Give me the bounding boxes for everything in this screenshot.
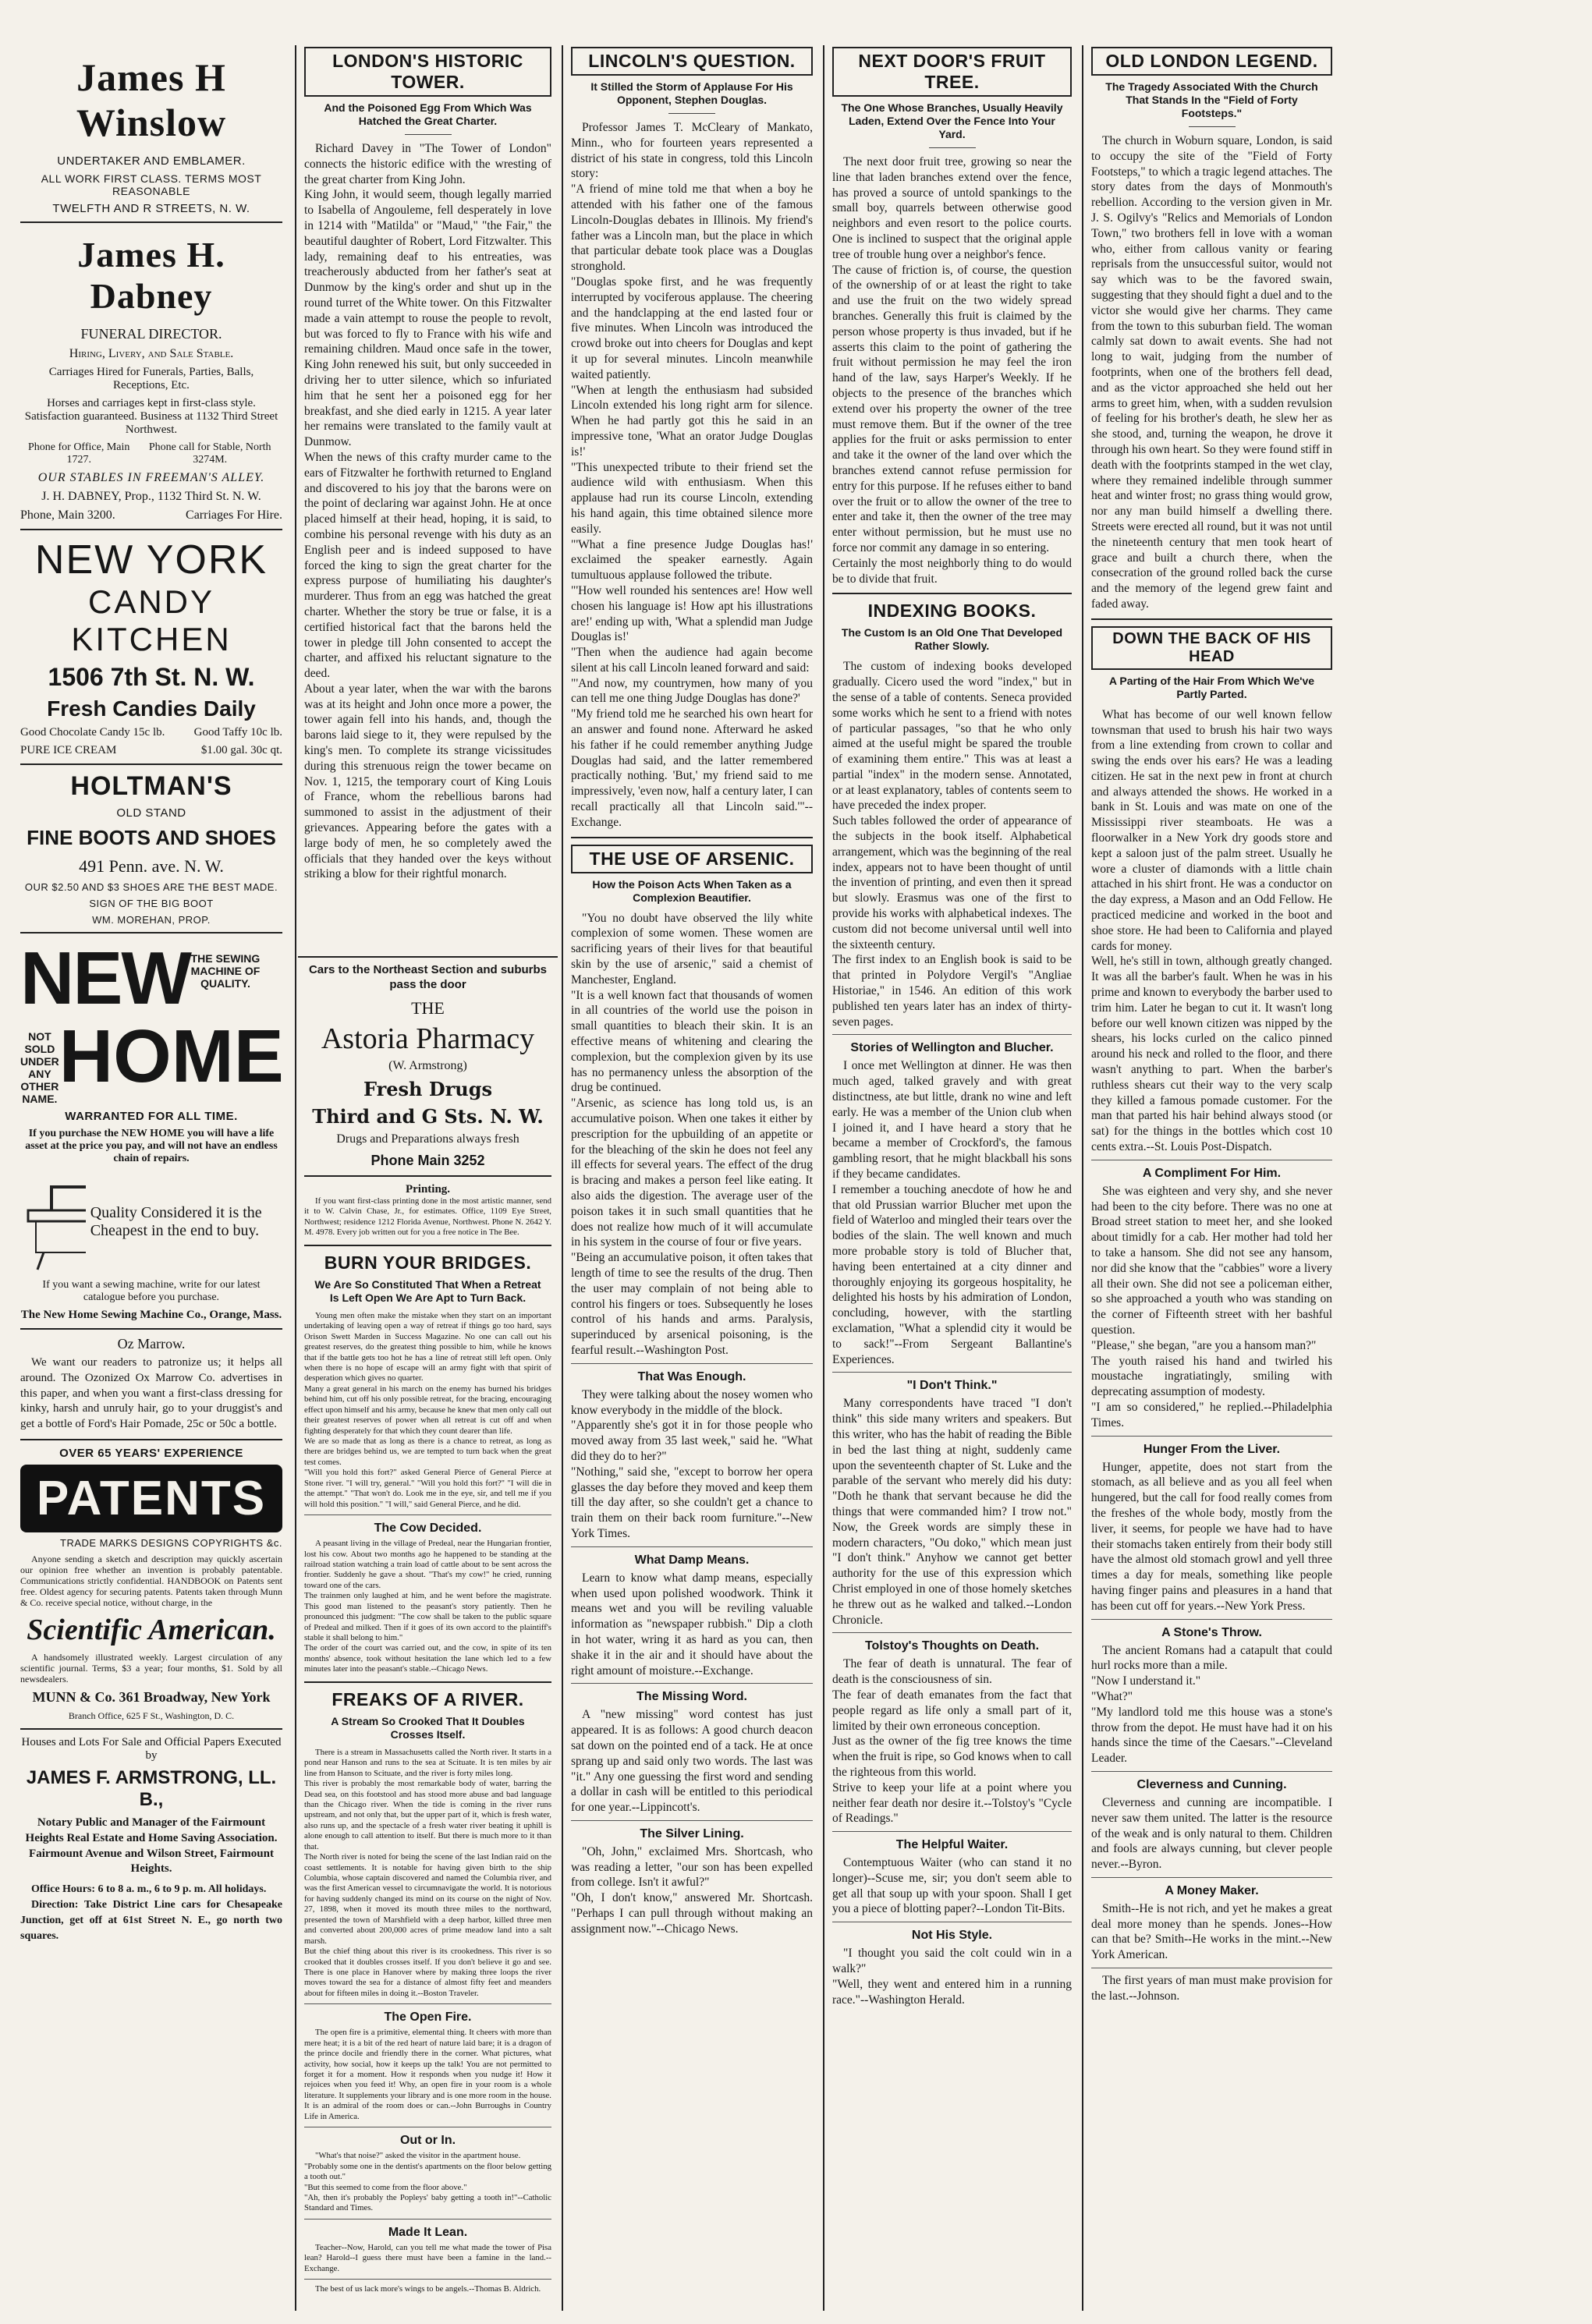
column-rule bbox=[295, 45, 296, 2311]
dabney-title: FUNERAL DIRECTOR. bbox=[80, 326, 222, 342]
divider bbox=[20, 1728, 282, 1730]
divider bbox=[1091, 1877, 1332, 1878]
fruit-body: The next door fruit tree, growing so near the line that laden branches extend over the fence, has proved a source of untold spankings to the small boy, quarrels between otherwise good neighbors and even resort to the police courts. One is inclined to suspect that the original apple tree of trouble hung over a neighbor's fence. The cause of friction is, of course, the question of the ownership of or at least the right to take and use the fruit on the two widely spread branches. Generally this fruit is claimed by the person whose property is thus invaded, but if he asserts this claim to the point of gathering the fruit without permission he may feel the iron hand of the law, says Harper's Weekly. If he objects to the presence of the branches which extend over his property the owner of the tree must remove them. But if the owner of the tree applies for the fruit or asks permission to enter and take it the owner of the land over which the branches extend cannot refuse permission for entry for this purpose. If he refuses either to band over the fruit or to allow the owner of the tree to enter and take it, then the owner of the tree may enter without permission, but he must use no force nor commit any damage in so entering. Certainly the most neighborly thing to do would be to divide that fruit. bbox=[832, 155, 1072, 586]
fire-headline: The Open Fire. bbox=[384, 2010, 472, 2025]
dabney-phone-stable: Phone call for Stable, North 3274M. bbox=[148, 441, 271, 466]
sewing-text: If you purchase the NEW HOME you will have a life asset at the price you pay, and will not have an endless chain of repairs. bbox=[25, 1128, 278, 1164]
astoria-fresh: Fresh Drugs bbox=[363, 1078, 493, 1100]
lean-tail: The best of us lack more's wings to be angels.--Thomas B. Aldrich. bbox=[315, 2284, 541, 2294]
dabney-ad bbox=[20, 234, 282, 523]
arsenic-body: "You no doubt have observed the lily white complexion of some women. These women are sacrificing years of their lives for that beautiful skin by the use of arsenic," said a chemist of Manchester, England. "It is a well known fact that thousands of women in all countries of the world use the poison in small quantities to bleach their skin. It is an effective means of whitening and clearing the complexion, but the complexion given by its use has no permanency unless the absorption of the drug be continued. "Arsenic, as science has long told us, is an accumulative poison. When one takes it either by prescription for the upbuilding of an appetite or for the bleaching of the skin he does not feel any ill effects for several years. The effect of the drug is bracing and makes a person feel like eating. It also aids the digestion. The average user of the poison takes it in such small quantities that he does not realize how much of it will accumulate in his system in the course of four or five years. "Being an accumulative poison, it often takes that length of time to see the results of the drug. Then the user may complain of not being able to control his fingers or toes. Subsequently he loses control of his hands and arms. Paralysis, superinduced by arsenical poisoning, is the fearful result.--Washington Post. bbox=[571, 911, 813, 1357]
oz-marrow-ad bbox=[20, 1336, 282, 1433]
winslow-ad bbox=[20, 55, 282, 215]
holtman-name: HOLTMAN'S bbox=[70, 771, 232, 801]
dabney-carriages: Carriages For Hire. bbox=[186, 508, 282, 522]
talk-body: They were talking about the nosey women who know everybody in the middle of the block. "Apparently she's got it in for those people who moved away from 35 last week," said he. "What did they do to her?" "Nothing," said she, "except to borrow her opera glasses the day before they moved and keep them till the day after, so she couldn't get a chance to train them on their back room furniture."--New York Times. bbox=[571, 1387, 813, 1540]
winslow-line2: ALL WORK FIRST CLASS. TERMS MOST REASONABLE bbox=[41, 172, 262, 197]
silver-body: "Oh, John," exclaimed Mrs. Shortcash, who was reading a letter, "our son has been expelled from college. Isn't it awful?" "Oh, I don't know," answered Mr. Shortcash. "Perhaps I can pull through without making an assignment now."--Chicago News. bbox=[571, 1844, 813, 1936]
backhead-headline: DOWN THE BACK OF HIS HEAD bbox=[1091, 626, 1332, 670]
ad-column bbox=[14, 31, 289, 2312]
sewing-warranted: WARRANTED FOR ALL TIME. bbox=[65, 1110, 238, 1123]
column-rule bbox=[1082, 45, 1083, 2311]
winslow-line1: UNDERTAKER AND EMBLAMER. bbox=[57, 154, 246, 168]
talk-headline: That Was Enough. bbox=[637, 1369, 746, 1383]
legend-headline: OLD LONDON LEGEND. bbox=[1091, 47, 1332, 76]
dabney-line2: Carriages Hired for Funerals, Parties, Balls, Receptions, Etc. bbox=[48, 366, 254, 391]
compliment-headline: A Compliment For Him. bbox=[1142, 1166, 1282, 1180]
candy-cream: PURE ICE CREAM bbox=[20, 744, 117, 756]
patents-text: Anyone sending a sketch and description may quickly ascertain our opinion free whether an invention is probably patentable. Communications strictly confidential. HANDBOOK on Patents sent free. Oldest agency for securing patents. Patents taken through Munn & Co. receive special notice, without charge, in the bbox=[20, 1553, 282, 1608]
astoria-cars: Cars to the Northeast Section and suburbs pass the door bbox=[308, 963, 548, 991]
astoria-the: THE bbox=[411, 998, 445, 1018]
astoria-ad bbox=[304, 962, 551, 1169]
sewing-company: The New Home Sewing Machine Co., Orange, Mass. bbox=[20, 1309, 282, 1321]
divider bbox=[20, 763, 282, 765]
style-body: "I thought you said the colt could win in a walk?" "Well, they went and entered him in a running race."--Washington Herald. bbox=[832, 1947, 1072, 2007]
armstrong-name: JAMES F. ARMSTRONG, LL. B., bbox=[26, 1766, 277, 1810]
bridges-subhead: We Are So Constituted That When a Retreat Is Left Open We Are Apt to Turn Back. bbox=[314, 1277, 541, 1304]
divider bbox=[929, 147, 976, 148]
damp-body: Learn to know what damp means, especially when used upon polished woodwork. Think it means wet and you will be reviling valuable information as "newspaper rubbish." Dip a cloth in hot water, wring it as hard as you can, then shake it in the air and it should have about the right amount of moisture.--Exchange. bbox=[571, 1571, 813, 1677]
sewing-illustration-row bbox=[20, 1171, 282, 1273]
armstrong-direction: Direction: Take District Line cars for Chesapeake Junction, get off at 61st Street N. E., go north two squares. bbox=[20, 1898, 282, 1942]
lincoln-subhead: It Stilled the Storm of Applause For His Opponent, Stephen Douglas. bbox=[590, 80, 793, 106]
divider bbox=[20, 221, 282, 223]
sewing-want: If you want a sewing machine, write for our latest catalogue before you purchase. bbox=[42, 1279, 261, 1303]
sewing-side1: THE SEWING MACHINE OF QUALITY. bbox=[190, 952, 261, 990]
wellington-headline: Stories of Wellington and Blucher. bbox=[850, 1041, 1054, 1055]
divider bbox=[571, 1363, 813, 1364]
column-rule bbox=[562, 45, 563, 2311]
lincoln-body: Professor James T. McCleary of Mankato, Minn., who for fourteen years represented a district of his state in congress, told this Lincoln story: "A friend of mine told me that when a boy he attended with his father one of the famous Lincoln-Douglas debates in Illinois. My friend's father was a Lincoln man, but the place in which that particular debate took place was a Douglas stronghold. "Douglas spoke first, and he was frequently interrupted by vociferous applause. The cheering and the handclapping at the end lasted four or five minutes. When Lincoln was introduced the crowd broke out into cheers for Douglas and kept it up for several minutes. Lincoln meanwhile waited patiently. "When at length the enthusiasm had subsided Lincoln extended his long right arm for silence. When he had partly got this he said in an impressive tone, 'What an orator Judge Douglas is!' "This unexpected tribute to their friend set the audience wild with enthusiasm. When this applause had run its course Lincoln, extending his hand again, this time obtained silence more easily. "'What a fine presence Judge Douglas has!' exclaimed the speaker earnestly. Again tumultuous applause followed the tribute. "'How well rounded his sentences are! How well chosen his language is! How apt his illustrations are!' ending up with, 'What a splendid man Judge Douglas is!' "Then when the audience had again become silent at his call Lincoln leaned forward and said: "'And now, my countrymen, how many of you can tell me one thing Judge Douglas has done?' "My friend told me he searched his own heart for an answer and found none. Afterward he asked his father if he could remember anything Judge Douglas had said, and the latter remembered practically nothing. 'But,' my friend said to me impressively, 'even now, half a century later, I can recall practically all that Lincoln said.'"--Exchange. bbox=[571, 121, 813, 829]
missing-headline: The Missing Word. bbox=[636, 1690, 747, 1704]
column-4 bbox=[826, 45, 1078, 2311]
lean-headline: Made It Lean. bbox=[388, 2225, 468, 2239]
dabney-phones bbox=[20, 441, 282, 466]
divider bbox=[304, 1175, 551, 1177]
candy-address: 1506 7th St. N. W. bbox=[48, 663, 255, 691]
divider bbox=[1091, 1619, 1332, 1620]
backhead-body: What has become of our well known fellow townsman that used to brush his hair two ways from a line extending from crown to collar and swing the ends over his ears? He was a leading citizen. He sat in the next pew in front at church and always attended the shows. He worked in a bank in St. Louis and was mate on one of the Mississippi river steamboats. He was a floorwalker in a New York dry goods store and kept a saloon just of the palm street. Usually he wore a cluster of diamonds with a little chain attached in his shirt front. He was a conductor on the day express, a Mason and an Odd Fellow. He practiced medicine and worked in the boot and shoe store. He had been to California and played cards for money. Well, he's still in town, although greatly changed. It was all the barber's fault. When he was in his prime and known to everybody the barber used to trim him. Later he began to cut it. It wasn't long before our well known citizen was nipped by the shears, his locks curled on the calico pinned around his neck and rolled to the floor, and there wasn't anything to part. When the barber's ruthless shears cut their way to the very scalp they killed a famous pomade customer. For the man that parted his hair behind always stood (or sat) for the things in the bottles which cost 10 cents extra.--St. Louis Post-Dispatch. bbox=[1091, 707, 1332, 1154]
candy-prices bbox=[20, 726, 282, 739]
divider bbox=[405, 134, 452, 135]
divider bbox=[832, 1632, 1072, 1633]
astoria-address: Third and G Sts. N. W. bbox=[312, 1105, 544, 1128]
dabney-line3: Horses and carriages kept in first-class style. Satisfaction guaranteed. Business at 1132 Third Street Northwest. bbox=[24, 397, 278, 436]
candy-cream-price: $1.00 gal. 30c qt. bbox=[200, 744, 282, 756]
divider bbox=[1091, 1771, 1332, 1772]
column-3 bbox=[565, 45, 819, 2311]
divider bbox=[20, 1439, 282, 1440]
backhead-subhead: A Parting of the Hair From Which We've Partly Parted. bbox=[1108, 674, 1315, 700]
sewing-new-row bbox=[20, 937, 282, 1020]
hunger-body: Hunger, appetite, does not start from the stomach, as all believe and as you all feel when hungered, but the call for food really comes from the freshes of the whole body, mostly from the liver, it seems, for people we have had to have their stomachs taken entirely from their body still have the almost old stomach growl and yell three times a day for meals, something like people having finger pains and pleasures in a hand that has been cut off for years.--New York Press. bbox=[1091, 1460, 1332, 1613]
fruit-subhead: The One Whose Branches, Usually Heavily Laden, Extend Over the Fence Into Your Yard. bbox=[841, 101, 1063, 140]
divider bbox=[20, 529, 282, 530]
column-5 bbox=[1085, 45, 1338, 2311]
sewing-home: HOME bbox=[59, 1015, 284, 1098]
divider bbox=[304, 2003, 551, 2004]
sewing-new: NEW bbox=[20, 937, 190, 1020]
armstrong-ad bbox=[20, 1736, 282, 1943]
dabney-phone-main: Phone, Main 3200. bbox=[20, 508, 115, 522]
outin-body: "What's that noise?" asked the visitor in the apartment house. "Probably some one in the dentist's apartments on the floor below getting a tooth out." "But this seemed to come from the floor above." "Ah, then it's probably the Popleys' baby getting a tooth in!"--Catholic Standard and Times. bbox=[304, 2151, 551, 2213]
holtman-ad bbox=[20, 771, 282, 926]
divider bbox=[1189, 126, 1236, 127]
candy-chocolate: Good Chocolate Candy 15c lb. bbox=[20, 726, 165, 739]
column-2 bbox=[298, 45, 558, 955]
missing-body: A "new missing" word contest has just appeared. It is as follows: A good church deacon sat down on the pointed end of a tack. He at once sprang up and said only two words. The last was "it." Any one guessing the first word and sending a dollar in cash will be entitled to this periodical for one year.--Lippincott's. bbox=[571, 1708, 813, 1815]
printing-notice: Printing. bbox=[405, 1183, 451, 1196]
astoria-bridges-block bbox=[298, 956, 558, 2311]
sewing-side2: NOT SOLD UNDER ANY OTHER NAME. bbox=[20, 1030, 59, 1105]
astoria-owner: (W. Armstrong) bbox=[388, 1059, 467, 1072]
armstrong-hours: Office Hours: 6 to 8 a. m., 6 to 9 p. m. All holidays. bbox=[31, 1883, 267, 1896]
divider bbox=[304, 1514, 551, 1515]
astoria-drugs: Drugs and Preparations always fresh bbox=[336, 1132, 519, 1146]
indexing-headline: INDEXING BOOKS. bbox=[867, 600, 1037, 622]
dabney-line1: Hiring, Livery, and Sale Stable. bbox=[69, 347, 234, 360]
holtman-address: 491 Penn. ave. N. W. bbox=[79, 856, 224, 876]
bridges-headline: BURN YOUR BRIDGES. bbox=[324, 1252, 532, 1273]
legend-subhead: The Tragedy Associated With the Church That Stands In the "Field of Forty Footsteps." bbox=[1105, 80, 1318, 119]
divider bbox=[571, 1683, 813, 1684]
wellington-body: I once met Wellington at dinner. He was then much aged, talked gravely and with great distinctness, ate but little, drank no wine and left early. He was a member of the Union club when I joined it, and I have heard a story that he became a member of Crockford's, the famous gambling resort, that he might blackball his sons if they became candidates. I remember a touching anecdote of how he and that old Prussian warrior Blucher met upon the field of Waterloo and mingled their tears over the bodies of the slain. The well known and much more probable story is told of Blucher that, having been entertained at a city dinner and thoroughly enjoying its gorgeous hospitality, he delighted his hosts by his admiration of London, concluding, however, with the startling exclamation, "What a splendid city it would be to sack!"--From Sergeant Ballantine's Experiences. bbox=[832, 1059, 1072, 1366]
money-body: Smith--He is not rich, and yet he makes a great deal more money than he spends. Jones--How can that be? Smith--He works in the mint.--New York American. bbox=[1091, 1901, 1332, 1962]
tolstoy-body: The fear of death is unnatural. The fear of death is the consciousness of sin. The fear of death emanates from the fact that people regard as life only a small part of it, limited by their own erroneous conception. Just as the owner of the fig tree knows the time when the fruit is ripe, so God knows when to call the righteous from this world. Strive to keep your life at a point where you neither fear death nor desire it.--Tolstoy's "Cycle of Readings." bbox=[832, 1657, 1072, 1826]
tolstoy-headline: Tolstoy's Thoughts on Death. bbox=[864, 1639, 1040, 1653]
indexing-body: The custom of indexing books developed gradually. Cicero used the word "index," but in the sense of a table of contents. Seneca provided some works which he sent to a friend with notes of particular passages, "so that he who only aimed at the useful might be spared the trouble of examining them entire." This was at least a partial "index" in the modern sense. Annotated, or at least explanatory, tables of contents seem to have preceded the index proper. Such tables followed the order of appearance of the subjects in the book itself. Alphabetical arrangement, which was the beginning of the real index, appears not to have been thought of until the invention of printing, and even then it spread but slowly. Erasmus was one of the first to provide his works with alphabetical indexes. The custom did not become universal until well into the sixteenth century. The first index to an English book is said to be that printed in Polydore Vergil's "Angliae Historiae," in 1546. An edition of this work published ten years later has an index of thirty-seven pages. bbox=[832, 660, 1072, 1029]
patents-years: OVER 65 YEARS' EXPERIENCE bbox=[59, 1446, 243, 1460]
astoria-name: Astoria Pharmacy bbox=[321, 1022, 535, 1055]
divider bbox=[304, 1681, 551, 1683]
divider bbox=[832, 1034, 1072, 1035]
holtman-boots: FINE BOOTS AND SHOES bbox=[27, 826, 276, 849]
lincoln-headline: LINCOLN'S QUESTION. bbox=[571, 47, 813, 76]
patents-text2: A handsomely illustrated weekly. Largest circulation of any scientific journal. Terms, $3 a year; four months, $1. Sold by all newsdealers. bbox=[20, 1651, 282, 1685]
divider bbox=[1091, 618, 1332, 620]
lean-body: Teacher--Now, Harold, can you tell me what made the tower of Pisa lean? Harold--I guess there must have been a famine in the land.--Exchange. bbox=[304, 2242, 551, 2273]
holtman-prop: WM. MOREHAN, PROP. bbox=[92, 914, 211, 926]
patents-scientific-american: Scientific American. bbox=[27, 1613, 276, 1646]
candy-cream-row bbox=[20, 744, 282, 757]
arsenic-subhead: How the Poison Acts When Taken as a Complexion Beautifier. bbox=[592, 877, 792, 904]
throw-headline: A Stone's Throw. bbox=[1161, 1625, 1262, 1639]
divider bbox=[832, 1831, 1072, 1832]
divider bbox=[571, 1820, 813, 1821]
tower-body: Richard Davey in "The Tower of London" connects the historic edifice with the wresting of the great charter from King John. King John, it would seem, though legally married to Isabella of Angouleme, fell desperately in love in 1214 with "Matilda" or "Maud," "the Fair," the beautiful daughter of Robert, Lord Fitzwalter. This lady, remaining deaf to his entreaties, was treacherously abducted from her father's seat at Dunmow by the king's order and shut up in the round turret of the White tower. On this Fitzwalter made a vain attempt to rouse the people to revolt, but was forced to fly to France with his wife and remaining children. Maud once safe in the tower, King John renewed his suit, but only succeeded in driving her to utter silence, which so infuriated him that he sent her a poisoned egg for her breakfast, and she died early in 1215. A year later her remains were translated to the family vault at Dunmow. When the news of this crafty murder came to the ears of Fitzwalter he forthwith returned to England and discovered to his joy that the barons were on the point of declaring war against John. He at once placed himself at their head, hoping, it is said, to combine his personal revenge with his duty as an English peer and is indeed supposed to have forced the king to sign the great charter for the express purpose of humiliating his daughter's murderer. Thus from an egg was hatched the great charter. Whether the story be true or false, it is a certified historical fact that the barons held the tower in pledge till John consented to accept the charter, and affixed his reluctant signature to the deed. About a year later, when the war with the barons was at its height and John once more a power, the tower again fell into his hands, and, though the barons laid siege to it, they were repulsed by the king's men. To complete its strange vicissitudes during this strenuous reign the tower became on Nov. 1, 1215, the temporary court of King Louis of France, whom the rebellious barons had summoned to assist in the adjustment of their grievances. Appearing before the gates with a large body of men, he so completely awed the officials that they handed over the keys without striking a blow for their rightful monarch. bbox=[304, 142, 551, 881]
fruit-headline: NEXT DOOR'S FRUIT TREE. bbox=[832, 47, 1072, 97]
dabney-stables: OUR STABLES IN FREEMAN'S ALLEY. bbox=[37, 471, 265, 484]
dontthink-body: Many correspondents have traced "I don't think" this side many writers and speakers. But this writer, who has the habit of reading the Bible in bed the last thing at night, suddenly came upon the seventeenth chapter of St. Luke and the parable of the servant who merely did his duty: "Doth he thank that servant because he did the things that were commanded him? I trow not." Now, the Greek words are simply these in modern characters, "Ou doko," which mean just "I don't think." Anyhow we cannot get better authority for the use of this expression which Christ employed in one of those homely sketches he threw out as he walked and talked.--London Chronicle. bbox=[832, 1397, 1072, 1627]
divider bbox=[571, 1546, 813, 1547]
column-rule bbox=[823, 45, 824, 2311]
tower-headline: LONDON'S HISTORIC TOWER. bbox=[304, 47, 551, 97]
waiter-headline: The Helpful Waiter. bbox=[895, 1838, 1009, 1852]
river-body: There is a stream in Massachusetts called the North river. It starts in a pond near Hanson and runs to the sea at Scituate. It is ten miles by air line from Hanson to Scituate, and the river is forty miles long. This river is probably the most remarkable body of water, barring the Dead sea, on this footstool and has stood more abuse and bad language than the Chicago river. When the tide is coming in the river runs upstream, and not only that, but the upper part of it, which is fresh water, also runs up, and the spectacle of a fresh water river beating it uphill is alone enough to call attention to itself. But there is much more to it than that. The North river is noted for being the scene of the last Indian raid on the coast settlements. It is notable for having given birth to the ship Columbia, whose captain discovered and named the Columbia river, and was the first American vessel to circumnavigate the world. It is notorious for having suddenly changed its mind on its course on the night of Nov. 27, 1898, when it moved its mouth three miles to the northward, presented the town of Marshfield with a deep harbor, killed three men and converted about 200,000 acres of prime meadow land into a salt marsh. But the chief thing about this river is its crookedness. This river is so crooked that it doubles crosses itself. If you don't believe it go and see. There is one place in Hanover where by making three loops the river moves toward the sea for a distance of almost fifty feet and meanders about for fifteen miles in doing it.--Boston Traveler. bbox=[304, 1747, 551, 1998]
arsenic-headline: THE USE OF ARSENIC. bbox=[571, 845, 813, 873]
cow-body: A peasant living in the village of Predeal, near the Hungarian frontier, lost his cow. About two months ago he happened to be standing at the railroad station watching a train load of cattle about to be sent across the frontier. Suddenly he gave a shout. "That's my cow!" he cried, running toward one of the cars. The trainmen only laughed at him, and he went before the magistrate. This good man listened to the peasant's story patiently. Then he pronounced this judgment: "The cow shall be taken to the public square of Predeal and milked. Then if it goes of its own accord to the plaintiff's stable it shall belong to him." The order of the court was carried out, and the cow, in spite of its ten months' absence, took without hesitation the lane which led to a few minutes later into the peasant's stable.--Chicago News. bbox=[304, 1539, 551, 1674]
indexing-subhead: The Custom Is an Old One That Developed Rather Slowly. bbox=[841, 626, 1063, 653]
divider bbox=[304, 1245, 551, 1246]
patents-munn: MUNN & Co. 361 Broadway, New York bbox=[32, 1688, 271, 1705]
divider bbox=[668, 113, 715, 114]
dabney-name: James H. Dabney bbox=[77, 235, 225, 316]
candy-line2: CANDY KITCHEN bbox=[71, 583, 232, 657]
divider bbox=[304, 2279, 551, 2280]
damp-headline: What Damp Means. bbox=[634, 1553, 750, 1567]
dabney-prop: J. H. DABNEY, Prop., 1132 Third St. N. W. bbox=[41, 490, 261, 503]
cleverness-headline: Cleverness and Cunning. bbox=[1136, 1777, 1287, 1791]
winslow-name: James H Winslow bbox=[76, 55, 227, 144]
dontthink-headline: "I Don't Think." bbox=[906, 1379, 998, 1393]
oz-text: We want our readers to patronize us; it helps all around. The Ozonized Ox Marrow Co. advertises in this paper, and when you want a first-class dressing for kinky, harsh and unruly hair, go to your druggist's and get a bottle of Ford's Hair Pomade, 25c or 50c a bottle. bbox=[20, 1356, 282, 1431]
river-headline: FREAKS OF A RIVER. bbox=[332, 1688, 524, 1709]
holtman-stand: OLD STAND bbox=[116, 806, 186, 820]
divider bbox=[832, 1372, 1072, 1373]
astoria-phone: Phone Main 3252 bbox=[371, 1153, 485, 1168]
outin-headline: Out or In. bbox=[399, 2134, 456, 2148]
sewing-machine-ad bbox=[20, 937, 284, 1322]
legend-body: The church in Woburn square, London, is said to occupy the site of the "Field of Forty Footsteps," to which a tragic legend attaches. The story dates from the days of Monmouth's rebellion. According to the version given in Mr. J. S. Ogilvy's "Relics and Memorials of London Town," two brothers fell in love with a woman who, either from callous vanity or fearing reprisals from the unsuccessful suitor, would not say which was to be the favored swain, suggesting that they should fight a duel and to the victor she would give her charms. They came from the town to this suburban field. The woman calmly sat down to await events. She had not long to wait, judging from the number of footprints, when one of the brothers fell dead, and as the victor approached she held out her arms to greet him, when, with a sudden revulsion of feeling for his brother's death, he slew her as she stood, and, turning the weapon, he drove it through his own heart. So they were found stiff in death with the footprints stamped in the wet clay, where they remained indelible through summer heat and winter frost; no grass thing would grow, nor any man build himself a dwelling there. Streets were erected all round, but it was not until the nineteenth century that men took heart of grace and built a church there, when the consecration of the ground rolled back the curse and the memory of the legend grew faint and faded away. bbox=[1091, 134, 1332, 611]
dabney-footer bbox=[20, 508, 282, 523]
patents-marks: TRADE MARKS DESIGNS COPYRIGHTS &c. bbox=[60, 1536, 282, 1549]
candy-line1: NEW YORK bbox=[34, 537, 268, 583]
fire-body: The open fire is a primitive, elemental thing. It cheers with more than mere heat; it is a bit of the red heart of nature laid bare; it is a dragon of the prince docile and friendly there in the corner. What pictures, what activity, how social, how it keeps up the talk! You are not permitted to forget it for a moment. How it responds when you nudge it! How it rejoices when you feed it! Why, an open fire in your room is a whole literature. It supplements your library and is one more room in the house. It is an admiral of the room does or can.--John Burroughs in Country Life in America. bbox=[304, 2028, 551, 2121]
cleverness-body: Cleverness and cunning are incompatible. I never saw them united. The latter is the resource of the weak and is only natural to them. Children and fools are always cunning, but clever people never.--Byron. bbox=[1091, 1795, 1332, 1872]
money-tail: The first years of man must make provision for the last.--Johnson. bbox=[1091, 1974, 1332, 2003]
sewing-home-row bbox=[20, 1015, 284, 1105]
oz-title: Oz Marrow. bbox=[117, 1336, 186, 1352]
candy-ad bbox=[20, 537, 282, 757]
armstrong-text: Notary Public and Manager of the Fairmount Heights Real Estate and Home Saving Association. Fairmount Avenue and Wilson Street, Fairmount Heights. bbox=[25, 1816, 278, 1876]
cow-headline: The Cow Decided. bbox=[374, 1522, 482, 1536]
waiter-body: Contemptuous Waiter (who can stand it no longer)--Scuse me, sir; you don't seem able to get all that soup up with your spoon. Shall I get you a piece of blotting paper?--London Tit-Bits. bbox=[832, 1856, 1072, 1916]
printing-text: If you want first-class printing done in the most artistic manner, send it to W. Calvin Chase, Jr., for estimates. Office, 1109 Eye Street, Northwest; residence 1212 Florida Avenue, Northwest. Phone N. 2642 Y. M. 4978. Every job written out for you a free notice in The Bee. bbox=[304, 1196, 551, 1238]
tower-subhead: And the Poisoned Egg From Which Was Hatched the Great Charter. bbox=[324, 101, 532, 127]
armstrong-houses: Houses and Lots For Sale and Official Papers Executed by bbox=[21, 1735, 282, 1762]
compliment-body: She was eighteen and very shy, and she never had been to the city before. There was no one at Broad street station to meet her, and she looked about timidly for a cab. Her mother had told her to take a hansom. She did not see any hansom, nor did she know that the "cabbies" wore a livery all their own. She did not see a policeman either, so she approached a youth who was standing on the corner of Fifteenth street with her bashful question. "Please," she began, "are you a hansom man?" The youth raised his hand and twirled his moustache ingratiatingly, smiling with deprecating assumption of modesty. "I am so considered," he replied.--Philadelphia Times. bbox=[1091, 1184, 1332, 1429]
style-headline: Not His Style. bbox=[911, 1929, 993, 1943]
winslow-line3: TWELFTH AND R STREETS, N. W. bbox=[52, 202, 250, 215]
dabney-phone-office: Phone for Office, Main 1727. bbox=[28, 441, 130, 466]
river-subhead: A Stream So Crooked That It Doubles Crosses Itself. bbox=[331, 1714, 525, 1741]
sewing-quality: Quality Considered it is the Cheapest in the end to buy. bbox=[90, 1204, 262, 1239]
divider bbox=[832, 593, 1072, 594]
divider bbox=[20, 932, 282, 933]
divider bbox=[1091, 1436, 1332, 1437]
holtman-sign: SIGN OF THE BIG BOOT bbox=[89, 898, 214, 909]
silver-headline: The Silver Lining. bbox=[640, 1826, 744, 1840]
money-headline: A Money Maker. bbox=[1165, 1883, 1259, 1897]
patents-branch: Branch Office, 625 F St., Washington, D. C. bbox=[68, 1709, 235, 1721]
sewing-machine-icon bbox=[20, 1171, 86, 1273]
candy-fresh: Fresh Candies Daily bbox=[47, 696, 256, 721]
candy-taffy: Good Taffy 10c lb. bbox=[193, 726, 282, 739]
patents-banner: PATENTS bbox=[20, 1465, 282, 1532]
divider bbox=[20, 1328, 282, 1330]
throw-body: The ancient Romans had a catapult that could hurl rocks more than a mile. "Now I understand it." "What?" "My landlord told me this house was a stone's throw from the depot. He must have had it on his hands since the time of the Caesars."--Cleveland Leader. bbox=[1091, 1643, 1332, 1766]
bridges-body: Young men often make the mistake when they start on an important undertaking of leaving open a way of retreat if things go too hard, says Orison Swett Marden in Success Magazine. No one can call out his greatest reserves, do the greatest thing possible to him, while he knows that if the battle gets too hot he has a line of retreat still left open. Only when there is no hope of escape will an army fight with that spirit of desperation which gives no quarter. Many a great general in his march on the enemy has burned his bridges behind him, cut off his only possible retreat, for the bracing, encouraging effect upon himself and his army, because he knew that men only call out their greatest reserves of power when all retreat is cut off and when fighting desperately for that which they count dearer than life. We are so made that as long as there is a chance to retreat, as long as there are bridges behind us, we are tempted to turn back when the great test comes. "Will you hold this fort?" asked General Pierce of General Pierce at Stone river. "I will try, general." "Will you hold this fort?" "I will die in the attempt." "That won't do. Look me in the eye, sir, and tell me if you will hold this position." "I will," said General Pierce, and he did. bbox=[304, 1310, 551, 1509]
divider bbox=[571, 837, 813, 838]
hunger-headline: Hunger From the Liver. bbox=[1143, 1442, 1281, 1456]
patents-ad bbox=[20, 1447, 282, 1722]
holtman-line1: OUR $2.50 AND $3 SHOES ARE THE BEST MADE. bbox=[24, 881, 278, 893]
